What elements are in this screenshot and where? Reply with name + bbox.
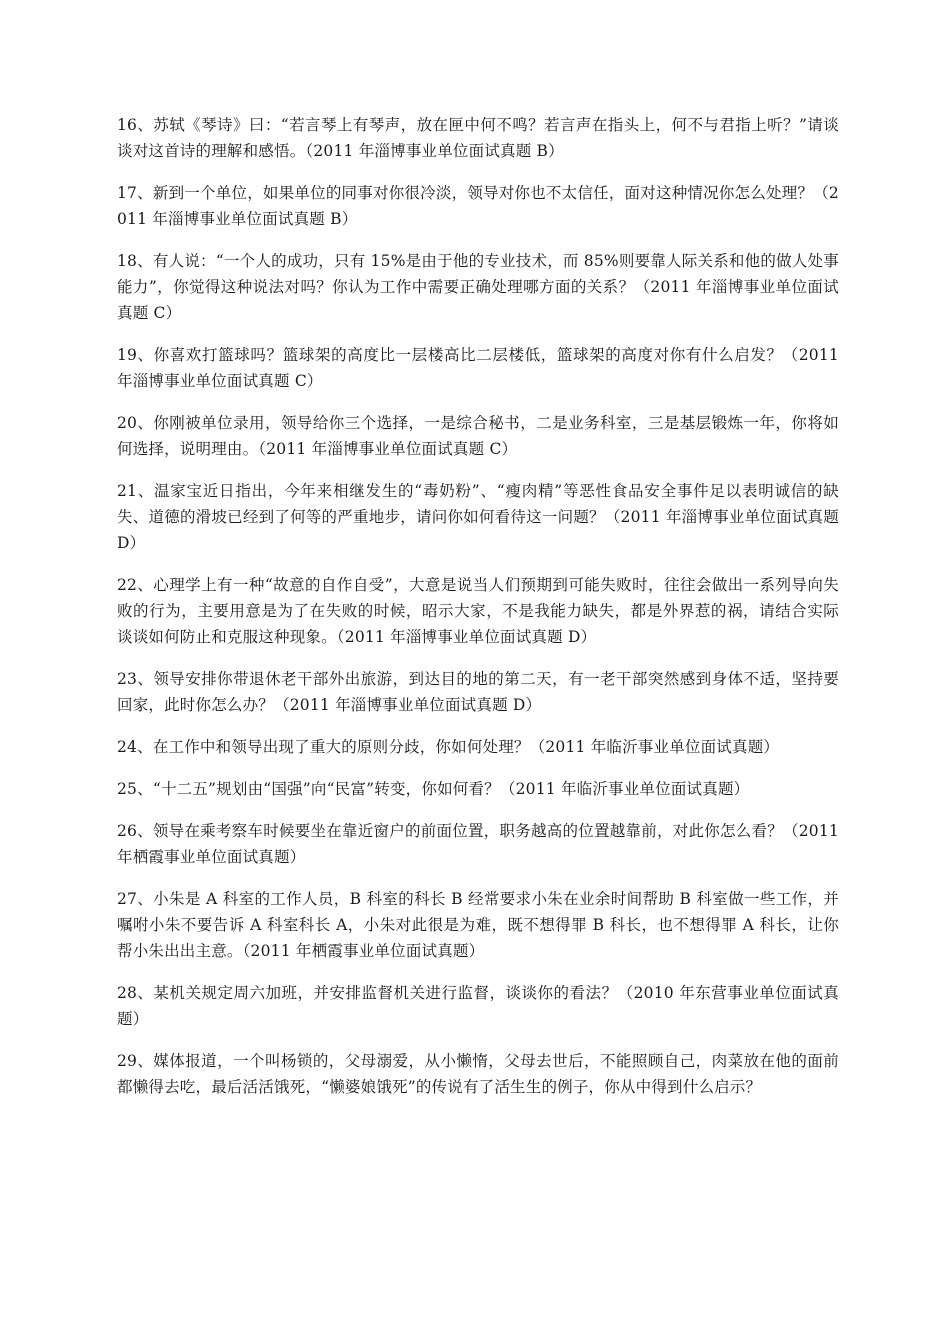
question-19: 19、你喜欢打篮球吗？篮球架的高度比一层楼高比二层楼低，篮球架的高度对你有什么启发？（2011 年淄博事业单位面试真题 C）: [117, 346, 839, 390]
question-20: 20、你刚被单位录用，领导给你三个选择，一是综合秘书，二是业务科室，三是基层锻炼一年，你将如何选择，说明理由。（2011 年淄博事业单位面试真题 C）: [117, 414, 839, 458]
question-24: 24、在工作中和领导出现了重大的原则分歧，你如何处理？（2011 年临沂事业单位面试真题）: [117, 738, 780, 756]
document-page: [117, 112, 839, 1116]
question-25: 25、“十二五”规划由“国强”向“民富”转变，你如何看？（2011 年临沂事业单位面试真题）: [117, 780, 750, 798]
question-18: 18、有人说：“一个人的成功，只有 15%是由于他的专业技术，而 85%则要靠人际关系和他的做人处事能力”，你觉得这种说法对吗？你认为工作中需要正确处理哪方面的关系？（2011 年淄博事业单位面试真题 C）: [117, 252, 839, 322]
question-22: 22、心理学上有一种“故意的自作自受”，大意是说当人们预期到可能失败时，往往会做出一系列导向失败的行为，主要用意是为了在失败的时候，昭示大家，不是我能力缺失，都是外界惹的祸，请结合实际谈谈如何防止和克服这种现象。（2011 年淄博事业单位面试真题 D）: [117, 576, 839, 646]
question-21: 21、温家宝近日指出，今年来相继发生的“毒奶粉”、“瘦肉精”等恶性食品安全事件足以表明诚信的缺失、道德的滑坡已经到了何等的严重地步，请问你如何看待这一问题？（2011 年淄博事业单位面试真题 D）: [117, 482, 839, 552]
question-29: 29、媒体报道，一个叫杨锁的，父母溺爱，从小懒惰，父母去世后，不能照顾自己，肉菜放在他的面前都懒得去吃，最后活活饿死，“懒婆娘饿死”的传说有了活生生的例子，你从中得到什么启示？: [117, 1052, 839, 1096]
question-23: 23、领导安排你带退休老干部外出旅游，到达目的地的第二天，有一老干部突然感到身体不适，坚持要回家，此时你怎么办？（2011 年淄博事业单位面试真题 D）: [117, 670, 839, 714]
question-17: 17、新到一个单位，如果单位的同事对你很冷淡，领导对你也不太信任，面对这种情况你怎么处理？（2011 年淄博事业单位面试真题 B）: [117, 184, 839, 228]
question-28: 28、某机关规定周六加班，并安排监督机关进行监督，谈谈你的看法？（2010 年东营事业单位面试真题）: [117, 984, 839, 1028]
question-27: 27、小朱是 A 科室的工作人员，B 科室的科长 B 经常要求小朱在业余时间帮助 B 科室做一些工作，并嘱咐小朱不要告诉 A 科室科长 A，小朱对此很是为难，既不想得罪 B 科长，也不想得罪 A 科长，让你帮小朱出出主意。（2011 年栖霞事业单位面试真题）: [117, 890, 839, 960]
question-26: 26、领导在乘考察车时候要坐在靠近窗户的前面位置，职务越高的位置越靠前，对此你怎么看？（2011 年栖霞事业单位面试真题）: [117, 822, 839, 866]
question-16: 16、苏轼《琴诗》曰：“若言琴上有琴声，放在匣中何不鸣？若言声在指头上，何不与君指上听？”请谈谈对这首诗的理解和感悟。（2011 年淄博事业单位面试真题 B）: [117, 116, 839, 160]
